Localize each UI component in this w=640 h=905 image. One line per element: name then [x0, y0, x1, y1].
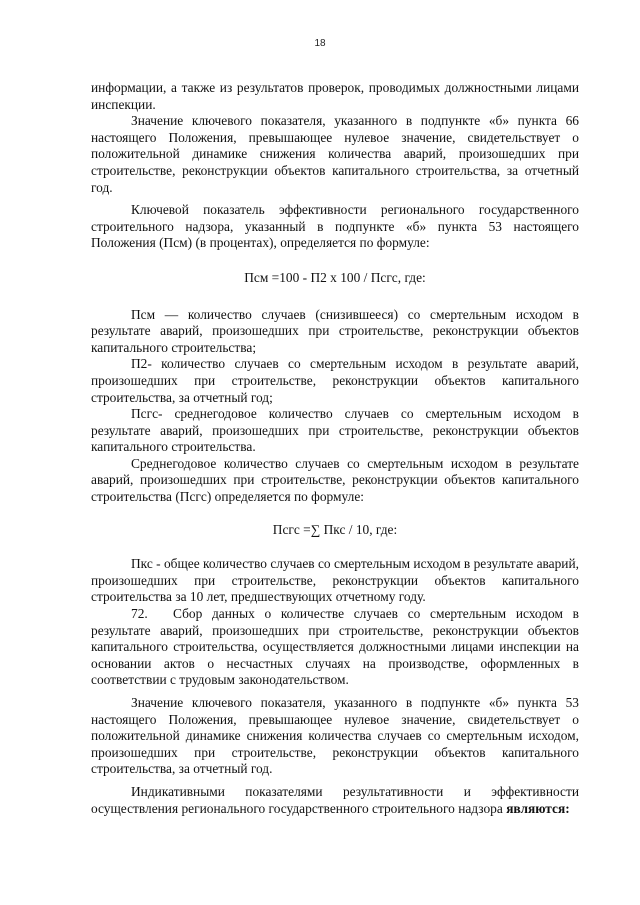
definition-pks: Пкс - общее количество случаев со смертельным исходом в результате аварий, произошедших при строительстве, реконструкции объектов капитального строительства за 10 лет, предшествующих отчетному году. — [91, 556, 579, 605]
page-number: 18 — [314, 38, 326, 49]
paragraph-key-indicator-fatalities: Значение ключевого показателя, указанного в подпункте «б» пункта 53 настоящего Положения, превышающее нулевое значение, свидетельствует о положительной динамике снижения количества случаев со смертельным исходом, произошедших при строительстве, реконструкции объектов капитального строительства, за отчетный год. — [91, 695, 579, 777]
formula-psgs: Псгс =∑ Пкс / 10, где: — [272, 521, 398, 537]
paragraph-continuation: информации, а также из результатов проверок, проводимых должностными лицами инспекции. — [91, 80, 579, 112]
paragraph-item-72 — [91, 606, 579, 689]
document-body — [91, 80, 579, 817]
paragraph-key-indicator-accidents: Значение ключевого показателя, указанного в подпункте «б» пункта 66 настоящего Положения, превышающее нулевое значение, свидетельствует о положительной динамике снижения количества аварий, произошедших при строительстве, реконструкции объектов капитального строительства, за отчетный год. — [91, 113, 579, 195]
definition-p2: П2- количество случаев со смертельным исходом в результате аварий, произошедших при строительстве, реконструкции объектов капитального строительства, за отчетный год; — [91, 356, 579, 405]
paragraph-indicative-indicators — [91, 784, 579, 817]
definition-psm: Псм — количество случаев (снизившееся) со смертельным исходом в результате аварий, произошедших при строительстве, реконструкции объектов капитального строительства; — [91, 306, 579, 355]
indicative-text: Индикативными показателями результативности и эффективности осуществления регионального государственного строительного надзора — [91, 783, 579, 816]
formula-psm: Псм =100 - П2 х 100 / Псгс, где: — [244, 269, 426, 285]
definition-psgs: Псгс- среднегодовое количество случаев со смертельным исходом в результате аварий, произошедших при строительстве, реконструкции объектов капитального строительства. — [91, 406, 579, 455]
indicative-bold-ending: являются: — [506, 800, 570, 816]
paragraph-average-annual: Среднегодовое количество случаев со смертельным исходом в результате аварий, произошедших при строительстве, реконструкции объектов капитального строительства (Псгс) определяется по формуле: — [91, 455, 579, 505]
item-72-text: Сбор данных о количестве случаев со смертельным исходом в результате аварий, произошедших при строительстве, реконструкции объектов капитального строительства, осуществляется должностными лицами инспекции на основании актов о несчастных случаях на производстве, оформленных в соответствии с трудовым законодательством. — [91, 606, 579, 688]
paragraph-key-indicator-definition: Ключевой показатель эффективности регионального государственного строительного надзора, указанный в подпункте «б» пункта 53 настоящего Положения (Псм) (в процентах), определяется по формуле: — [91, 202, 579, 251]
item-number: 72. — [131, 606, 148, 622]
